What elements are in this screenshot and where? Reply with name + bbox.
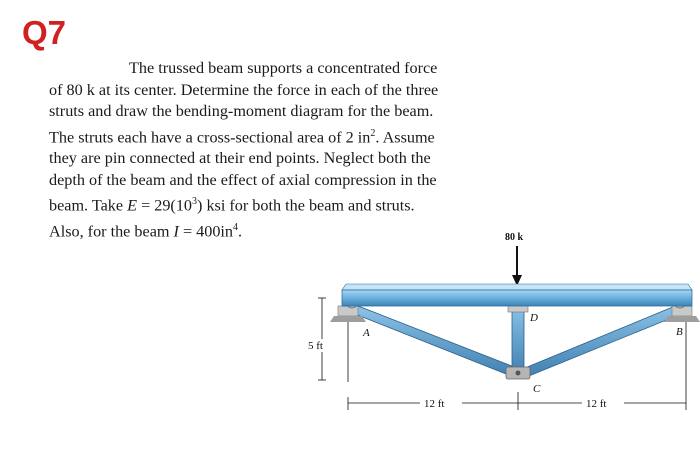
superscript: 3 (192, 196, 198, 208)
superscript: 4 (233, 222, 239, 234)
math-variable: I (173, 222, 179, 241)
load-label: 80 k (505, 232, 524, 243)
height-dimension-label: 5 ft (308, 340, 323, 352)
problem-line: of 80 k at its center. Determine the force in each of the three (49, 80, 439, 99)
problem-text: = 29(10 (137, 196, 193, 215)
problem-text: . (238, 222, 243, 241)
label-c: C (533, 383, 541, 395)
strut-right (520, 304, 686, 378)
problem-line: struts and draw the bending-moment diagram for the beam. (49, 102, 434, 120)
problem-line: depth of the beam and the effect of axial compression in the (49, 170, 437, 189)
problem-line: The trussed beam supports a concentrated force (129, 59, 438, 77)
right-span-label: 12 ft (586, 398, 607, 410)
left-span-label: 12 ft (424, 398, 445, 410)
joint-c-pin (516, 371, 521, 376)
label-d: D (530, 312, 538, 324)
question-number: Q7 (22, 14, 67, 51)
problem-text: beam. Take (49, 196, 128, 215)
problem-text: The struts each have a cross-sectional area of 2 in (49, 127, 371, 146)
support-left-base (330, 316, 366, 322)
label-b: B (676, 326, 683, 338)
support-right-base (664, 316, 700, 322)
problem-line: they are pin connected at their end points. Neglect both the (49, 149, 431, 168)
problem-text: = 400in (178, 222, 234, 241)
superscript: 2 (370, 127, 376, 139)
label-a: A (363, 327, 370, 339)
problem-text: ) ksi for both the beam and struts. (197, 196, 415, 215)
strut-left (350, 306, 522, 378)
problem-text: Also, for the beam (49, 222, 174, 241)
math-variable: E (127, 196, 138, 215)
strut-vertical (512, 305, 524, 375)
beam-top-face (342, 284, 692, 290)
beam (342, 290, 692, 306)
problem-text: . Assume (375, 127, 435, 146)
